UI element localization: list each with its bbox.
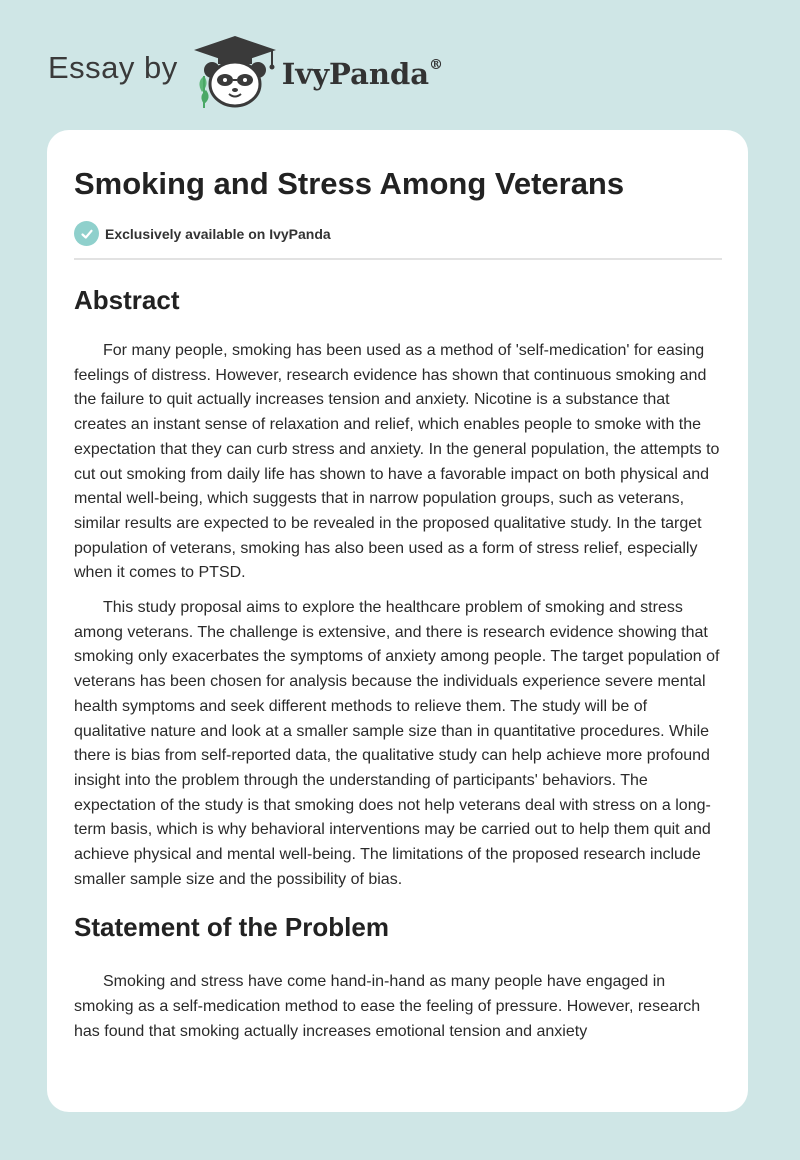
essay-title: Smoking and Stress Among Veterans: [74, 166, 625, 201]
checkmark-icon: [74, 221, 99, 246]
badge-text: Exclusively available on IvyPanda: [105, 225, 331, 242]
essay-card: [47, 130, 748, 1112]
brand-prefix: Essay by: [48, 50, 178, 85]
abstract-paragraph-1: For many people, smoking has been used as a method of 'self-medication' for easing feelings of distress. However, research evidence has shown that continuous smoking and the failure to quit actually increases tension and anxiety. Nicotine is a substance that creates an instant sense of relaxation and relief, which enables people to smoke with the expectation that they can curb stress and anxiety. In the general population, the attempts to cut out smoking from daily life has shown to have a favorable impact on both physical and mental well-being, which suggests that in narrow population groups, such as veterans, similar results are expected to be revealed in the proposed qualitative study. In the target population of veterans, smoking has also been used as a form of stress relief, especially when it comes to PTSD.: [74, 342, 720, 582]
section-heading-abstract: Abstract: [74, 285, 180, 315]
panda-mascot-icon: [192, 34, 278, 110]
abstract-paragraph-2: This study proposal aims to explore the healthcare problem of smoking and stress among veterans. The challenge is extensive, and there is research evidence showing that smoking only exacerbates the symptoms of anxiety among people. The target population of veterans has been chosen for analysis because the individuals experience severe mental health symptoms and seek different methods to relieve them. The study will be of qualitative nature and look at a smaller sample size than in quantitative procedures. While there is bias from self-reported data, the qualitative study can help achieve more profound insight into the problem through the understanding of participants' behaviors. The expectation of the study is that smoking does not help veterans deal with stress on a long-term basis, which is why behavioral interventions may be carried out to help them quit and achieve physical and mental well-being. The limitations of the proposed research include smaller sample size and the possibility of bias.: [74, 599, 720, 888]
divider: [74, 258, 722, 260]
section-heading-problem-statement: Statement of the Problem: [74, 912, 389, 943]
problem-paragraph-1: Smoking and stress have come hand-in-hand as many people have engaged in smoking as a self-medication method to ease the feeling of pressure. However, research has found that smoking actually increases emotional tension and anxiety: [74, 973, 701, 1040]
brand-name: IvyPanda®: [281, 57, 444, 91]
exclusive-badge: [74, 221, 722, 246]
brand-logo[interactable]: [48, 34, 443, 110]
